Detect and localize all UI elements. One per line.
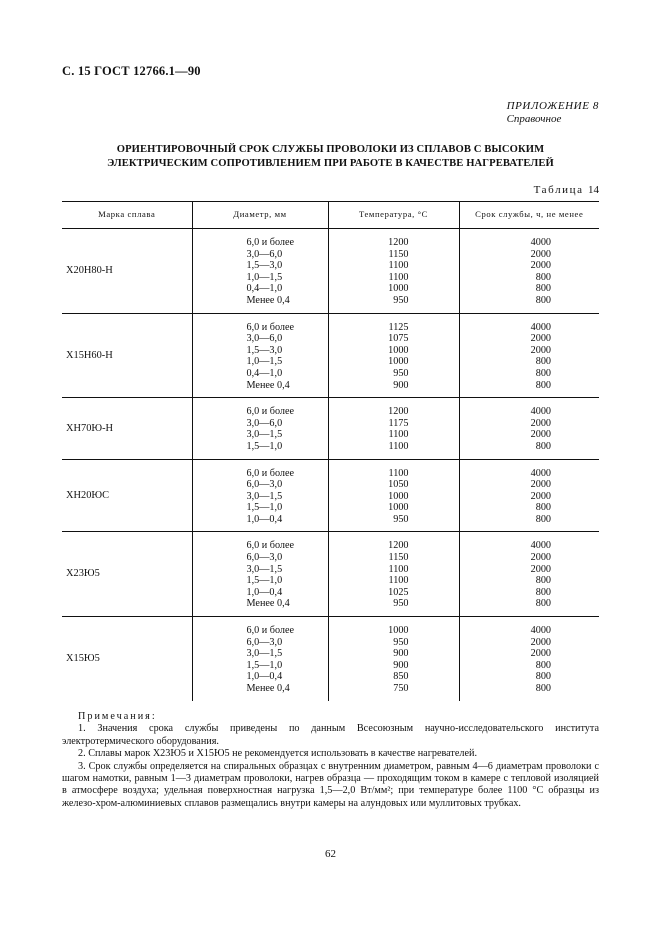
diameter-value: 3,0—6,0 xyxy=(246,248,283,260)
temperature-value: 900 xyxy=(393,379,409,391)
diameter-cell xyxy=(192,229,328,314)
table-row xyxy=(62,459,599,532)
note-3: 3. Срок службы определяется на спиральных образцах с внутренним диаметром, равным 4—6 диаметрам проволоки с шагом намотки, равным 1—3 диаметрам проволоки, нагрев образца — проходящим током в камере с тепловой изоляцией в атмосфере воздуха; удельная поверхностная нагрузка 1,5—2,0 Вт/мм²; при температуре более 1100 °С образцы из железо-хром-алюминиевых сплавов размещались внутри камеры на алундовых или муллитовых трубках. xyxy=(62,760,599,809)
note-1: 1. Значения срока службы приведены по данным Всесоюзным научно-исследовательского института электротермического оборудования. xyxy=(62,723,599,747)
alloy-grade: Х15Ю5 xyxy=(66,653,100,665)
diameter-cell xyxy=(192,532,328,617)
service-life-value: 800 xyxy=(535,271,551,283)
temperature-value: 1000 xyxy=(388,283,409,295)
service-life-value: 2000 xyxy=(530,648,551,660)
diameter-value: 3,0—6,0 xyxy=(246,417,283,429)
diameter-value: 3,0—1,5 xyxy=(246,429,283,441)
temperature-value: 1150 xyxy=(388,552,409,564)
diameter-value: 1,0—1,5 xyxy=(246,356,283,368)
diameter-cell xyxy=(192,617,328,701)
header-grade: Марка сплава xyxy=(62,202,192,229)
service-life-value: 4000 xyxy=(530,467,551,479)
header-diameter: Диаметр, мм xyxy=(192,202,328,229)
diameter-cell xyxy=(192,398,328,459)
temperature-value: 850 xyxy=(393,671,409,683)
temperature-value: 950 xyxy=(393,294,409,306)
note-2: 2. Сплавы марок Х23Ю5 и Х15Ю5 не рекомендуется использовать в качестве нагревателей. xyxy=(78,748,478,760)
diameter-value: 1,5—1,0 xyxy=(246,502,283,514)
alloy-grade: Х23Ю5 xyxy=(62,532,192,617)
temperature-cell xyxy=(328,532,459,617)
appendix-title: ПРИЛОЖЕНИЕ 8 xyxy=(506,100,599,112)
temperature-value: 1200 xyxy=(388,237,409,248)
table-row xyxy=(62,617,599,701)
notes-heading: Примечания: xyxy=(78,711,157,722)
table-row xyxy=(62,398,599,459)
diameter-value: Менее 0,4 xyxy=(246,598,290,610)
temperature-value: 1175 xyxy=(388,417,409,429)
temperature-value: 1100 xyxy=(388,260,409,272)
temperature-value: 1125 xyxy=(388,321,409,333)
temperature-cell xyxy=(328,459,459,532)
diameter-value: 0,4—1,0 xyxy=(246,283,283,295)
service-life-value: 800 xyxy=(535,513,551,525)
service-life-value: 800 xyxy=(535,598,551,610)
diameter-value: 1,5—1,0 xyxy=(246,659,283,671)
diameter-value: 1,5—1,0 xyxy=(246,440,283,452)
header-temperature: Температура, °С xyxy=(328,202,459,229)
diameter-value: 6,0 и более xyxy=(246,321,295,333)
service-life-value: 800 xyxy=(535,294,551,306)
service-life-value: 2000 xyxy=(530,563,551,575)
temperature-value: 1100 xyxy=(388,429,409,441)
service-life-value: 4000 xyxy=(530,406,551,418)
service-life-cell xyxy=(459,313,599,398)
diameter-value: Менее 0,4 xyxy=(246,294,290,306)
diameter-value: 6,0—3,0 xyxy=(246,636,283,648)
temperature-value: 1000 xyxy=(388,356,409,368)
header-service-life: Срок службы, ч, не менее xyxy=(459,202,599,229)
temperature-value: 950 xyxy=(393,367,409,379)
service-life-value: 2000 xyxy=(530,260,551,272)
service-life-value: 2000 xyxy=(530,429,551,441)
table-row xyxy=(62,532,599,617)
table-body xyxy=(62,229,599,701)
diameter-value: 6,0 и более xyxy=(246,540,295,552)
service-life-cell xyxy=(459,617,599,701)
service-life-value: 800 xyxy=(535,502,551,514)
service-life-value: 800 xyxy=(535,671,551,683)
diameter-value: 6,0 и более xyxy=(246,406,295,418)
diameter-value: 1,5—3,0 xyxy=(246,344,283,356)
service-life-cell xyxy=(459,459,599,532)
service-life-value: 2000 xyxy=(530,333,551,345)
temperature-value: 1000 xyxy=(388,344,409,356)
service-life-cell xyxy=(459,398,599,459)
service-life-value: 800 xyxy=(535,440,551,452)
temperature-value: 1000 xyxy=(388,502,409,514)
service-life-value: 800 xyxy=(535,683,551,694)
temperature-value: 1100 xyxy=(388,440,409,452)
service-life-value: 2000 xyxy=(530,417,551,429)
diameter-cell xyxy=(192,459,328,532)
service-life-value: 2000 xyxy=(530,490,551,502)
temperature-value: 950 xyxy=(393,636,409,648)
table-row xyxy=(62,229,599,314)
service-life-table xyxy=(62,201,599,701)
temperature-value: 1100 xyxy=(388,575,409,587)
document-title-line-1: ОРИЕНТИРОВОЧНЫЙ СРОК СЛУЖБЫ ПРОВОЛОКИ ИЗ СПЛАВОВ С ВЫСОКИМ xyxy=(116,144,545,155)
diameter-value: 6,0 и более xyxy=(246,237,295,248)
service-life-value: 4000 xyxy=(530,540,551,552)
table-label-number: 14 xyxy=(588,184,599,196)
diameter-value: 1,0—0,4 xyxy=(246,671,283,683)
table-label-word: Таблица xyxy=(533,184,584,196)
page-number: 62 xyxy=(325,848,336,860)
temperature-value: 1100 xyxy=(388,563,409,575)
alloy-grade: Х15Н60-Н xyxy=(62,313,192,398)
diameter-value: 1,5—3,0 xyxy=(246,260,283,272)
diameter-value: 0,4—1,0 xyxy=(246,367,283,379)
diameter-value: Менее 0,4 xyxy=(246,683,290,694)
appendix-subtitle: Справочное xyxy=(506,113,562,125)
temperature-value: 1200 xyxy=(388,540,409,552)
temperature-value: 950 xyxy=(393,598,409,610)
service-life-value: 4000 xyxy=(530,625,551,637)
temperature-value: 1050 xyxy=(388,479,409,491)
service-life-value: 2000 xyxy=(530,636,551,648)
temperature-cell xyxy=(328,229,459,314)
service-life-value: 2000 xyxy=(530,479,551,491)
document-title xyxy=(62,143,599,171)
document-title-line-2: ЭЛЕКТРИЧЕСКИМ СОПРОТИВЛЕНИЕМ ПРИ РАБОТЕ В КАЧЕСТВЕ НАГРЕВАТЕЛЕЙ xyxy=(107,158,554,169)
temperature-value: 1075 xyxy=(388,333,409,345)
service-life-value: 800 xyxy=(535,379,551,391)
appendix-label xyxy=(507,100,599,126)
service-life-value: 2000 xyxy=(530,552,551,564)
table-label xyxy=(534,184,599,196)
diameter-cell xyxy=(192,313,328,398)
temperature-value: 750 xyxy=(393,683,409,694)
service-life-value: 2000 xyxy=(530,344,551,356)
service-life-value: 800 xyxy=(535,659,551,671)
diameter-value: 6,0—3,0 xyxy=(246,552,283,564)
temperature-cell xyxy=(328,617,459,701)
diameter-value: 6,0 и более xyxy=(246,467,295,479)
diameter-value: 3,0—1,5 xyxy=(246,563,283,575)
diameter-value: 6,0—3,0 xyxy=(246,479,283,491)
temperature-value: 1000 xyxy=(388,625,409,637)
service-life-value: 800 xyxy=(535,283,551,295)
temperature-value: 1200 xyxy=(388,406,409,418)
service-life-value: 800 xyxy=(535,575,551,587)
temperature-value: 950 xyxy=(393,513,409,525)
service-life-value: 800 xyxy=(535,356,551,368)
temperature-value: 1025 xyxy=(388,586,409,598)
temperature-cell xyxy=(328,398,459,459)
temperature-value: 1150 xyxy=(388,248,409,260)
temperature-value: 900 xyxy=(393,659,409,671)
service-life-value: 2000 xyxy=(530,248,551,260)
table-header-row xyxy=(62,202,599,229)
temperature-value: 1000 xyxy=(388,490,409,502)
service-life-value: 800 xyxy=(535,586,551,598)
service-life-value: 4000 xyxy=(530,237,551,248)
temperature-value: 1100 xyxy=(388,467,409,479)
service-life-cell xyxy=(459,229,599,314)
alloy-grade: ХН20ЮС xyxy=(62,459,192,532)
diameter-value: 1,0—0,4 xyxy=(246,513,283,525)
alloy-grade: ХН70Ю-Н xyxy=(62,398,192,459)
service-life-value: 800 xyxy=(535,367,551,379)
diameter-value: 3,0—1,5 xyxy=(246,490,283,502)
diameter-value: 3,0—6,0 xyxy=(246,333,283,345)
temperature-value: 1100 xyxy=(388,271,409,283)
notes xyxy=(62,711,599,810)
alloy-grade: Х20Н80-Н xyxy=(62,229,192,314)
diameter-value: 3,0—1,5 xyxy=(246,648,283,660)
service-life-cell xyxy=(459,532,599,617)
diameter-value: 6,0 и более xyxy=(246,625,295,637)
diameter-value: Менее 0,4 xyxy=(246,379,290,391)
diameter-value: 1,5—1,0 xyxy=(246,575,283,587)
temperature-value: 900 xyxy=(393,648,409,660)
page-header: С. 15 ГОСТ 12766.1—90 xyxy=(62,64,201,78)
diameter-value: 1,0—1,5 xyxy=(246,271,283,283)
diameter-value: 1,0—0,4 xyxy=(246,586,283,598)
table-row xyxy=(62,313,599,398)
service-life-value: 4000 xyxy=(530,321,551,333)
temperature-cell xyxy=(328,313,459,398)
